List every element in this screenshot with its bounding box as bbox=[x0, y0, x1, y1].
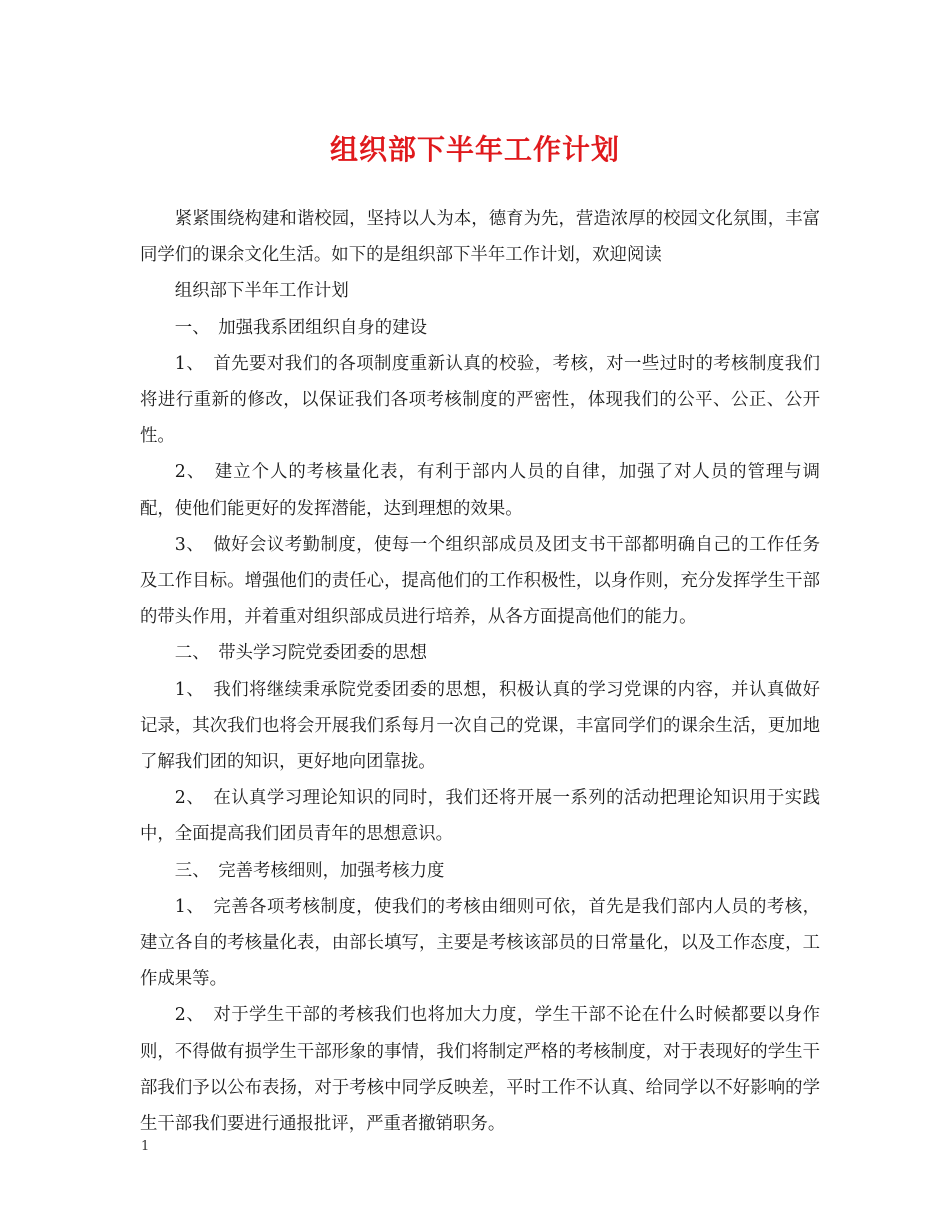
section-heading-1: 一、 加强我系团组织自身的建设 bbox=[174, 317, 427, 338]
page-title: 组织部下半年工作计划 bbox=[329, 133, 620, 166]
section-2-item-1: 1、 我们将继续秉承院党委团委的思想，积极认真的学习党课的内容，并认真做好记录，其次我们也将会开展我们系每月一次自己的党课，丰富同学们的课余生活，更加地了解我们团的知识，更好地向团靠拢。 bbox=[140, 679, 820, 773]
section-3-item-2: 2、 对于学生干部的考核我们也将加大力度，学生干部不论在什么时候都要以身作则，不得做有损学生干部形象的事情，我们将制定严格的考核制度，对于表现好的学生干部我们予以公布表扬，对于考核中同学反映差，平时工作不认真、给同学以不好影响的学生干部我们要进行通报批评，严重者撤销职务。 bbox=[140, 1005, 820, 1135]
intro-paragraph: 紧紧围绕构建和谐校园，坚持以人为本，德育为先，营造浓厚的校园文化氛围，丰富同学们的课余文化生活。如下的是组织部下半年工作计划，欢迎阅读 bbox=[140, 209, 820, 266]
section-heading-2: 二、 带头学习院党委团委的思想 bbox=[174, 643, 427, 664]
document-body bbox=[140, 201, 820, 1142]
section-2-item-2: 2、 在认真学习理论知识的同时，我们还将开展一系列的活动把理论知识用于实践中，全面提高我们团员青年的思想意识。 bbox=[140, 788, 820, 845]
section-3-item-1: 1、 完善各项考核制度，使我们的考核由细则可依，首先是我们部内人员的考核，建立各自的考核量化表，由部长填写，主要是考核该部员的日常量化，以及工作态度，工作成果等。 bbox=[140, 896, 820, 990]
page-number: 1 bbox=[141, 1139, 150, 1154]
section-heading-3: 三、 完善考核细则，加强考核力度 bbox=[174, 860, 445, 881]
section-1-item-2: 2、 建立个人的考核量化表，有利于部内人员的自律，加强了对人员的管理与调配，使他们能更好的发挥潜能，达到理想的效果。 bbox=[140, 462, 820, 519]
section-1-item-3: 3、 做好会议考勤制度，使每一个组织部成员及团支书干部都明确自己的工作任务及工作目标。增强他们的责任心，提高他们的工作积极性，以身作则，充分发挥学生干部的带头作用，并着重对组织部成员进行培养，从各方面提高他们的能力。 bbox=[140, 534, 820, 628]
subtitle-paragraph: 组织部下半年工作计划 bbox=[174, 281, 349, 302]
section-1-item-1: 1、 首先要对我们的各项制度重新认真的校验，考核，对一些过时的考核制度我们将进行重新的修改，以保证我们各项考核制度的严密性，体现我们的公平、公正、公开性。 bbox=[140, 353, 820, 447]
